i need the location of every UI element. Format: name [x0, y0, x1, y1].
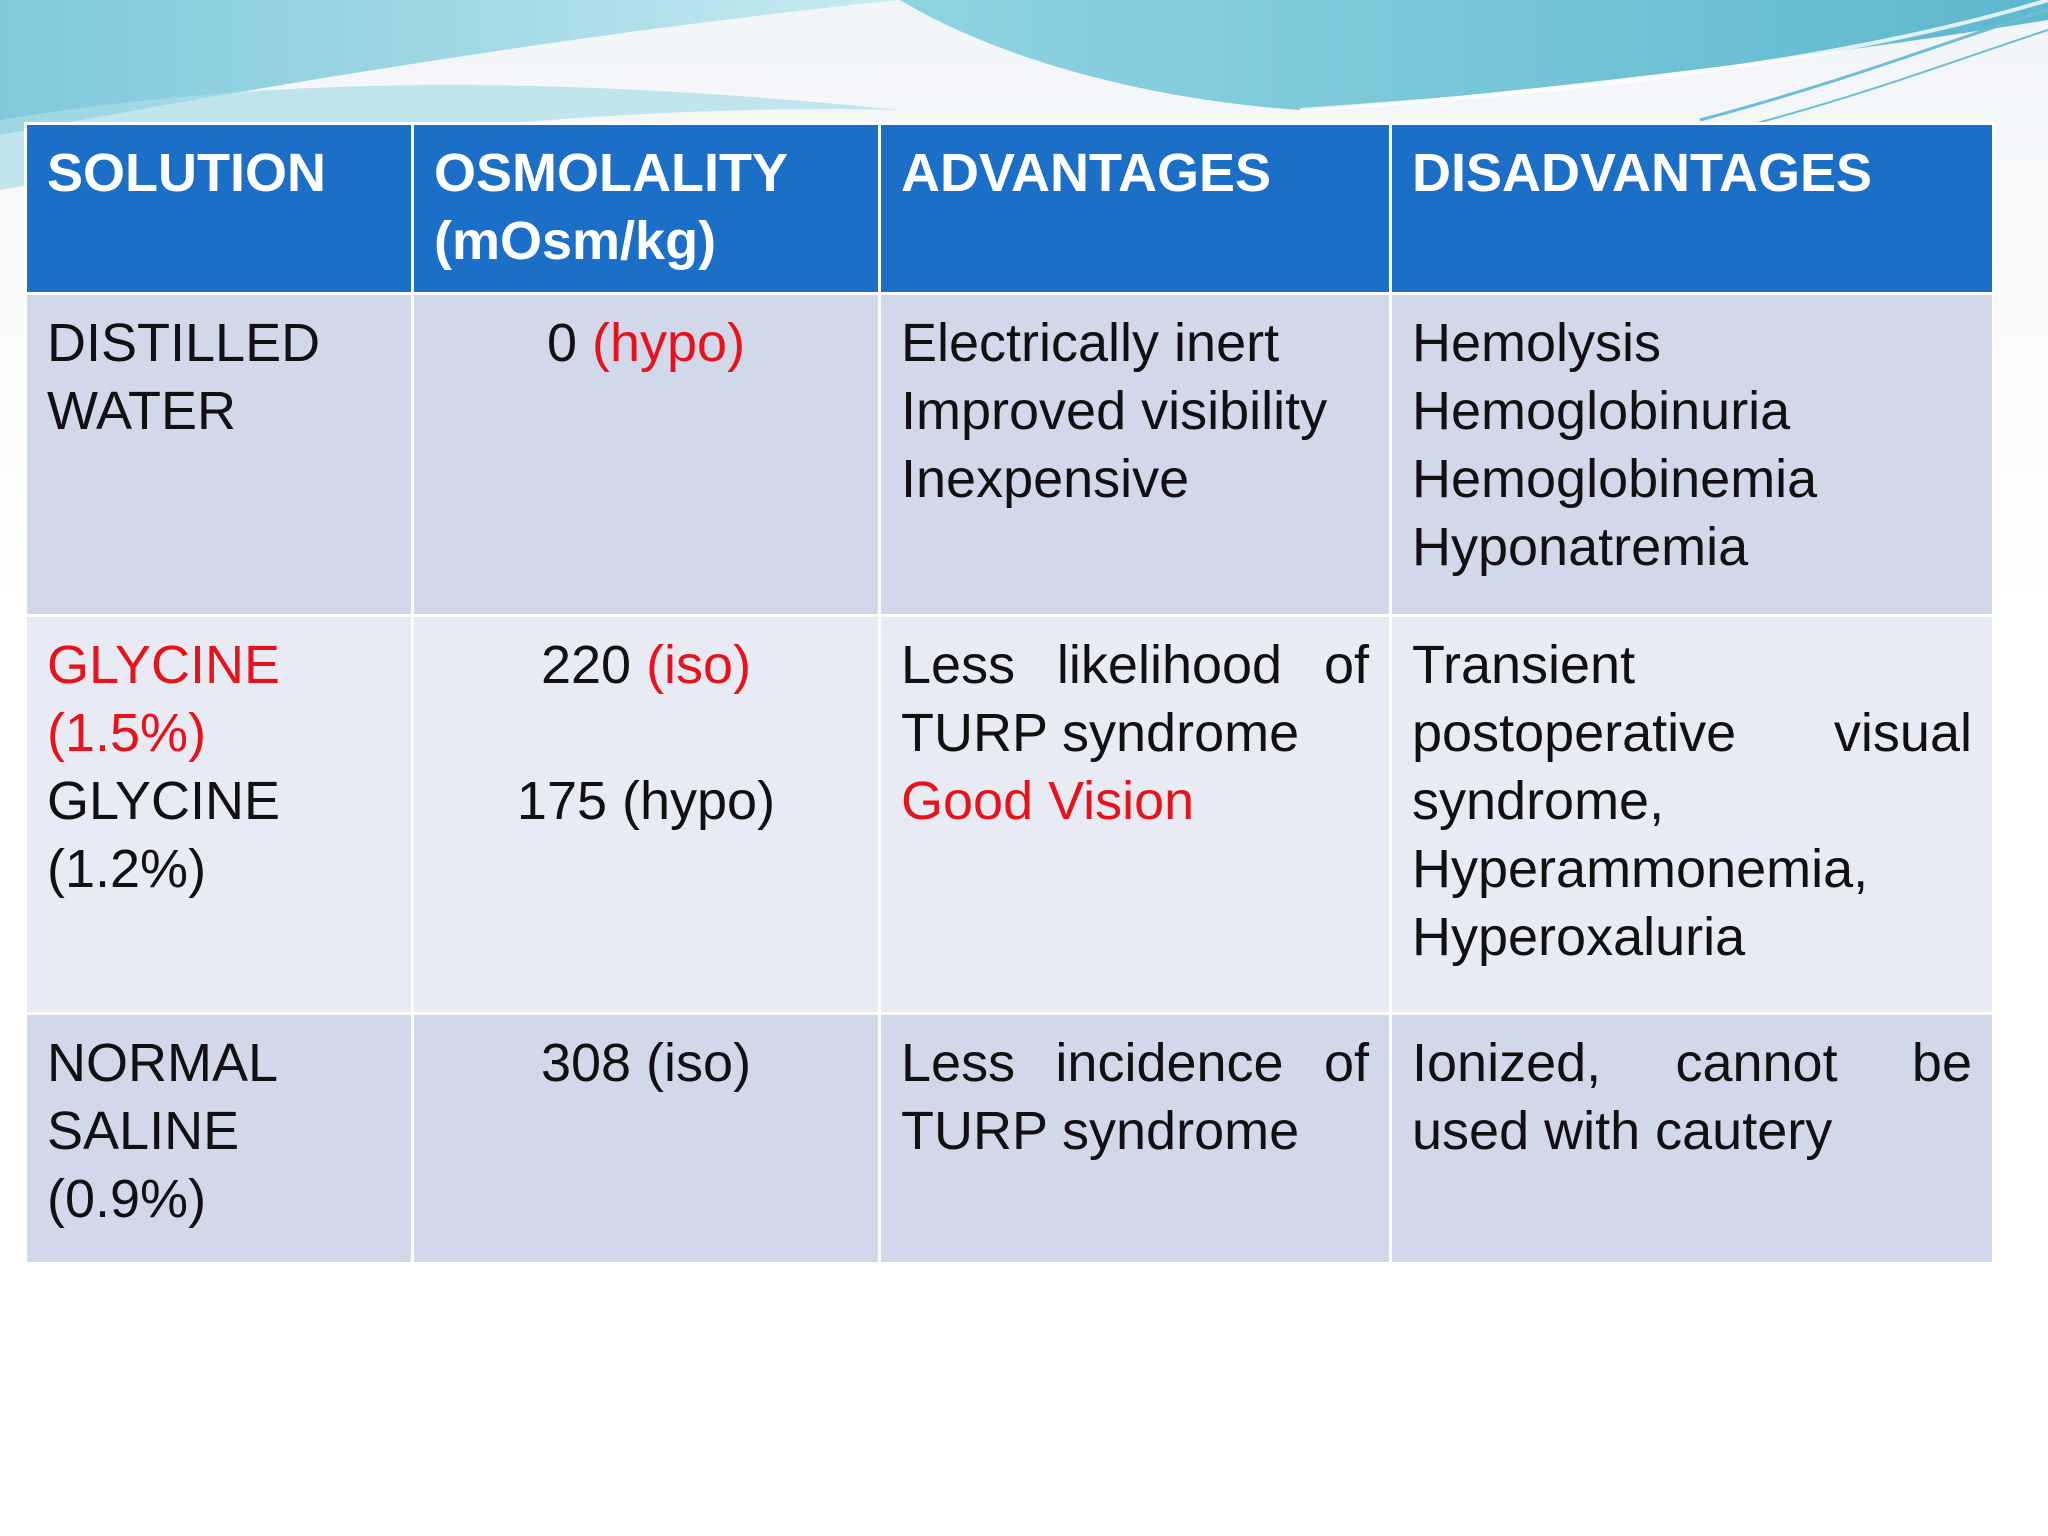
comparison-table-container — [24, 122, 1992, 1265]
solution-name: DISTILLED — [47, 313, 321, 373]
disadvantage-item: Hyperammonemia, — [1412, 839, 1869, 899]
osmolality-tag: (iso) — [646, 635, 752, 695]
disadvantage-item: Hemoglobinuria — [1412, 381, 1791, 441]
cell-osmolality — [413, 616, 880, 1014]
disadvantage-item: Transient postoperative visual syndrome, — [1412, 635, 1972, 831]
header-advantages: ADVANTAGES — [880, 124, 1391, 294]
advantage-item: Improved visibility — [901, 381, 1328, 441]
disadvantage-item: Ionized, cannot be used with cautery — [1412, 1033, 1972, 1161]
solution-name: SALINE — [47, 1101, 240, 1161]
advantage-highlight: Good Vision — [901, 771, 1195, 831]
spacer — [434, 699, 858, 767]
cell-solution — [26, 1014, 413, 1264]
disadvantage-item: Hemolysis — [1412, 313, 1662, 373]
cell-disadvantages — [1391, 1014, 1994, 1264]
cell-osmolality — [413, 1014, 880, 1264]
cell-advantages — [880, 1014, 1391, 1264]
header-osmolality-unit: (mOsm/kg) — [434, 211, 717, 271]
advantage-item: Less likelihood of TURP syndrome — [901, 635, 1369, 763]
osmolality-tag: (hypo) — [592, 313, 746, 373]
osmolality-value: 308 (iso) — [540, 1033, 752, 1093]
cell-solution — [26, 294, 413, 616]
cell-advantages — [880, 294, 1391, 616]
table-row-distilled-water — [26, 294, 1994, 616]
solution-name: NORMAL — [47, 1033, 279, 1093]
solution-concentration: (0.9%) — [47, 1169, 207, 1229]
header-osmolality-label: OSMOLALITY — [434, 143, 788, 203]
osmolality-value: 220 — [540, 635, 632, 695]
solution-name-highlight: GLYCINE — [47, 635, 281, 695]
table-row-normal-saline — [26, 1014, 1994, 1264]
cell-osmolality — [413, 294, 880, 616]
table-header-row — [26, 124, 1994, 294]
osmolality-second: 175 (hypo) — [516, 771, 776, 831]
osmolality-first — [434, 631, 858, 699]
cell-solution — [26, 616, 413, 1014]
table-row-glycine — [26, 616, 1994, 1014]
advantage-item: Inexpensive — [901, 449, 1190, 509]
cell-disadvantages — [1391, 294, 1994, 616]
solution-name: WATER — [47, 381, 236, 441]
disadvantage-item: Hemoglobinemia — [1412, 449, 1818, 509]
solution-concentration-highlight: (1.5%) — [47, 703, 207, 763]
solution-concentration: (1.2%) — [47, 839, 207, 899]
header-solution: SOLUTION — [26, 124, 413, 294]
cell-disadvantages — [1391, 616, 1994, 1014]
osmolality-value: 0 — [546, 313, 577, 373]
solution-name: GLYCINE — [47, 771, 281, 831]
advantage-item: Less incidence of TURP syndrome — [901, 1033, 1369, 1161]
advantage-item: Electrically inert — [901, 313, 1280, 373]
disadvantage-item: Hyperoxaluria — [1412, 907, 1746, 967]
header-disadvantages: DISADVANTAGES — [1391, 124, 1994, 294]
cell-advantages — [880, 616, 1391, 1014]
irrigation-solutions-table — [24, 122, 1995, 1265]
header-osmolality — [413, 124, 880, 294]
disadvantage-item: Hyponatremia — [1412, 517, 1749, 577]
